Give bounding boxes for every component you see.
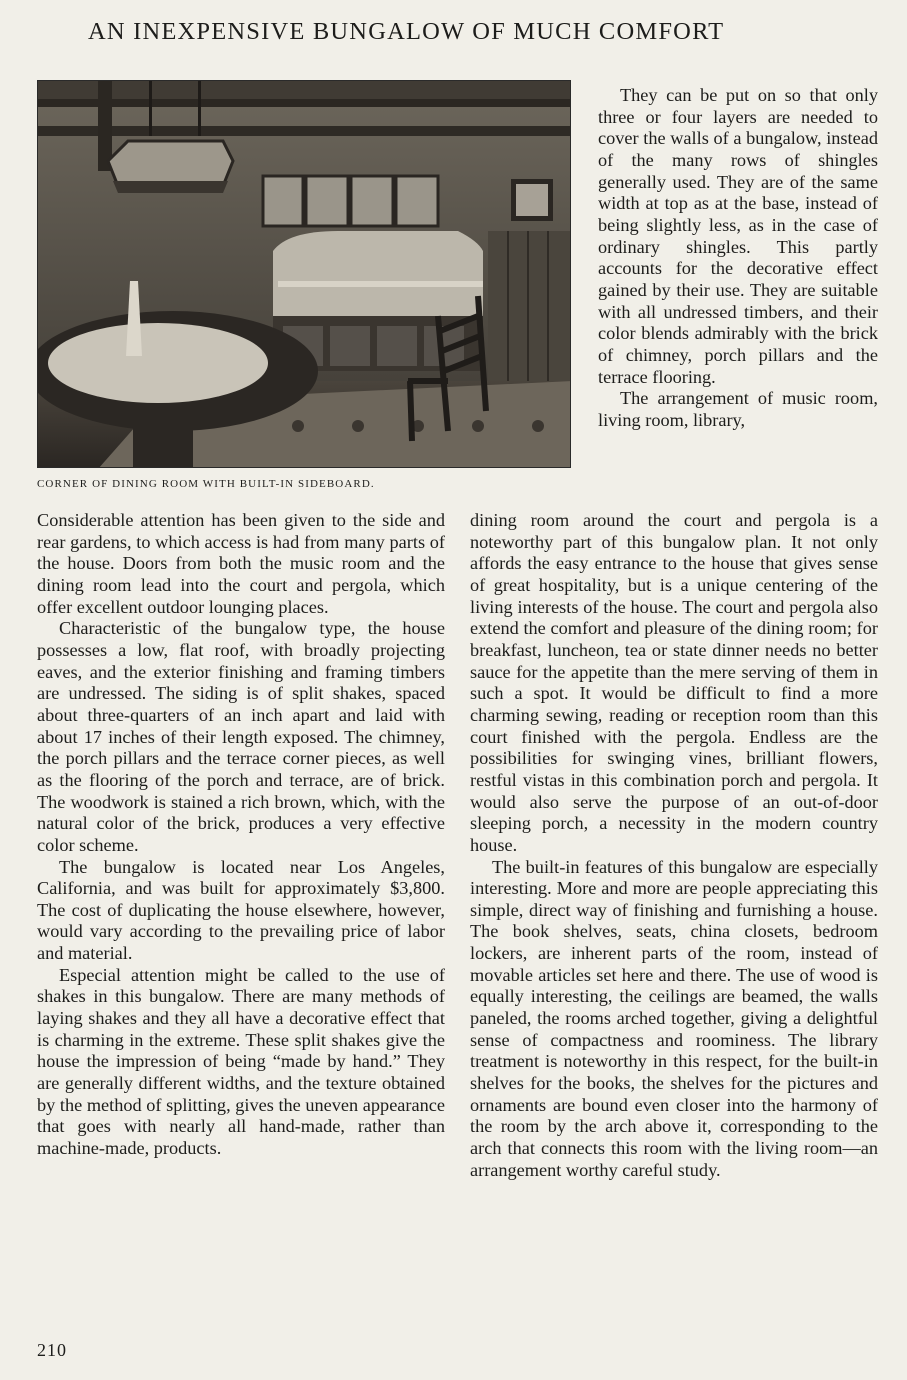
paragraph: The arrangement of music room, living room, library, <box>598 388 878 430</box>
article-column-right <box>470 510 878 1181</box>
dining-room-photo <box>37 80 571 468</box>
paragraph: Especial attention might be called to the use of shakes in this bungalow. There are many methods of laying shakes and they all have a decorative effect that is charming in the extreme. These split shakes give the house the impression of being “made by hand.” They are generally different widths, and the texture obtained by the method of splitting, gives the uneven appearance that goes with nearly all hand-made, rather than machine-made, products. <box>37 964 445 1159</box>
article-column-left <box>37 510 445 1160</box>
article-column-upper-right <box>598 85 878 432</box>
page-title: AN INEXPENSIVE BUNGALOW OF MUCH COMFORT <box>88 18 725 45</box>
paragraph: Considerable attention has been given to the side and rear gardens, to which access is had from many parts of the house. Doors from both the music room and the dining room lead into the court and pergola, which offer excellent outdoor lounging places. <box>37 510 445 617</box>
paragraph: They can be put on so that only three or four layers are needed to cover the walls of a bungalow, instead of the many rows of shingles generally used. They are of the same width at top as at the base, instead of being slightly less, as in the case of ordinary shingles. This partly accounts for the decorative effect gained by their use. They are suitable with all undressed timbers, and their color blends admirably with the brick of chimney, porch pillars and the terrace flooring. <box>598 85 878 387</box>
paragraph: dining room around the court and pergola is a noteworthy part of this bungalow plan. It not only affords the easy entrance to the house that gives sense of great hospitality, but is a unique centering of the living interests of the house. The court and pergola also extend the comfort and pleasure of the dining room; for breakfast, luncheon, tea or state dinner needs no better sauce for the appetite than the mere serving of them in such a spot. It would be difficult to find a more charming sewing, reading or reception room than this court finished with the pergola. Endless are the possibilities for swinging vines, brilliant flowers, restful vistas in this combination porch and pergola. It would also serve the purpose of an out-of-door sleeping porch, a necessity in the modern country house. <box>470 510 878 855</box>
paragraph: The built-in features of this bungalow are especially interesting. More and more are people appreciating this simple, direct way of finishing and furnishing a house. The book shelves, seats, china closets, bedroom lockers, are inherent parts of the room, instead of movable articles set here and there. The use of wood is equally interesting, the ceilings are beamed, the walls paneled, the rooms arched together, giving a delightful sense of compactness and roominess. The library treatment is noteworthy in this respect, for the built-in shelves for the books, the shelves for the pictures and ornaments are bound even closer into the harmony of the room by the arch above it, corresponding to the arch that connects this room with the living room—an arrangement worthy careful study. <box>470 856 878 1180</box>
figure-caption: CORNER OF DINING ROOM WITH BUILT-IN SIDEBOARD. <box>37 478 375 490</box>
page-number: 210 <box>37 1340 67 1360</box>
paragraph: Characteristic of the bungalow type, the house possesses a low, flat roof, with broadly projecting eaves, and the exterior finishing and framing timbers are undressed. The siding is of split shakes, spaced about three-quarters of an inch apart and laid with about 17 inches of their length exposed. The chimney, the porch pillars and the terrace corner pieces, as well as the flooring of the porch and terrace, are of brick. The woodwork is stained a rich brown, which, with the natural color of the brick, produces a very effective color scheme. <box>37 618 445 855</box>
paragraph: The bungalow is located near Los Angeles, California, and was built for approximately $3,800. The cost of duplicating the house elsewhere, however, would vary according to the prevailing price of labor and material. <box>37 856 445 964</box>
